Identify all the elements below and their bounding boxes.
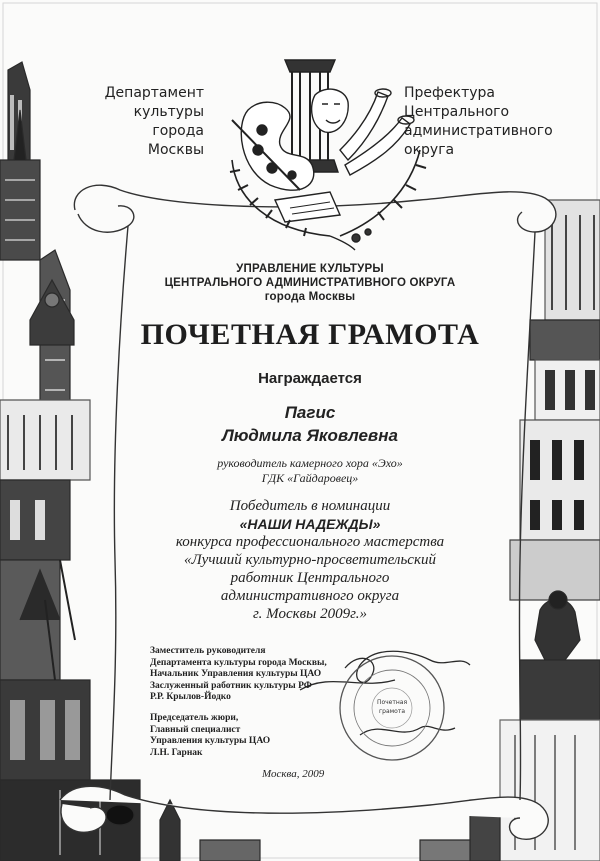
nomination-line: конкурса профессионального мастерства [175, 534, 445, 550]
nomination-name: «НАШИ НАДЕЖДЫ» [239, 516, 381, 532]
header-right-line: округа [404, 142, 455, 158]
signatory-line: Заместитель руководителя [150, 646, 266, 656]
signatory-line: Управления культуры ЦАО [150, 736, 271, 746]
signatory-line: Начальник Управления культуры ЦАО [150, 669, 322, 679]
signatory-line: Департамента культуры города Москвы, [150, 657, 327, 668]
organization-line: города Москвы [264, 291, 356, 303]
header-right-line: Префектура [404, 85, 495, 101]
stamp-line: грамота [378, 708, 406, 715]
header-right-line: Центрального [404, 104, 510, 120]
signatory-line: Р.Р. Крылов-Йодко [150, 692, 231, 702]
place-date: Москва, 2009 [262, 768, 325, 780]
nomination-line: работник Центрального [230, 570, 390, 586]
nomination-line: «Лучший культурно-просветительский [184, 552, 436, 568]
header-left-line: Москвы [147, 142, 204, 158]
signatory-line: Л.Н. Гарнак [150, 747, 203, 758]
header-right-line: административного [404, 123, 553, 139]
position-line: руководитель камерного хора «Эхо» [217, 456, 403, 470]
signatory-line: Председатель жюри, [150, 713, 239, 723]
signatory-line: Заслуженный работник культуры РФ [150, 680, 312, 691]
organization-line: ЦЕНТРАЛЬНОГО АДМИНИСТРАТИВНОГО ОКРУГА [164, 277, 456, 289]
recipient-given-names: Людмила Яковлевна [222, 426, 398, 445]
stamp-line: Почетная [376, 699, 408, 706]
certificate-title: ПОЧЕТНАЯ ГРАМОТА [140, 318, 480, 351]
position-line: ГДК «Гайдаровец» [261, 471, 359, 485]
organization-line: УПРАВЛЕНИЕ КУЛЬТУРЫ [236, 263, 384, 275]
nomination-intro: Победитель в номинации [229, 498, 391, 514]
signatory-line: Главный специалист [150, 724, 241, 735]
recipient-surname: Пагис [284, 403, 336, 422]
header-left-line: культуры [133, 104, 204, 120]
nomination-line: г. Москвы 2009г.» [253, 606, 367, 622]
header-left-line: Департамент [104, 85, 204, 101]
awarded-label: Награждается [258, 370, 362, 387]
header-left-line: города [152, 123, 204, 139]
nomination-line: административного округа [220, 588, 400, 604]
